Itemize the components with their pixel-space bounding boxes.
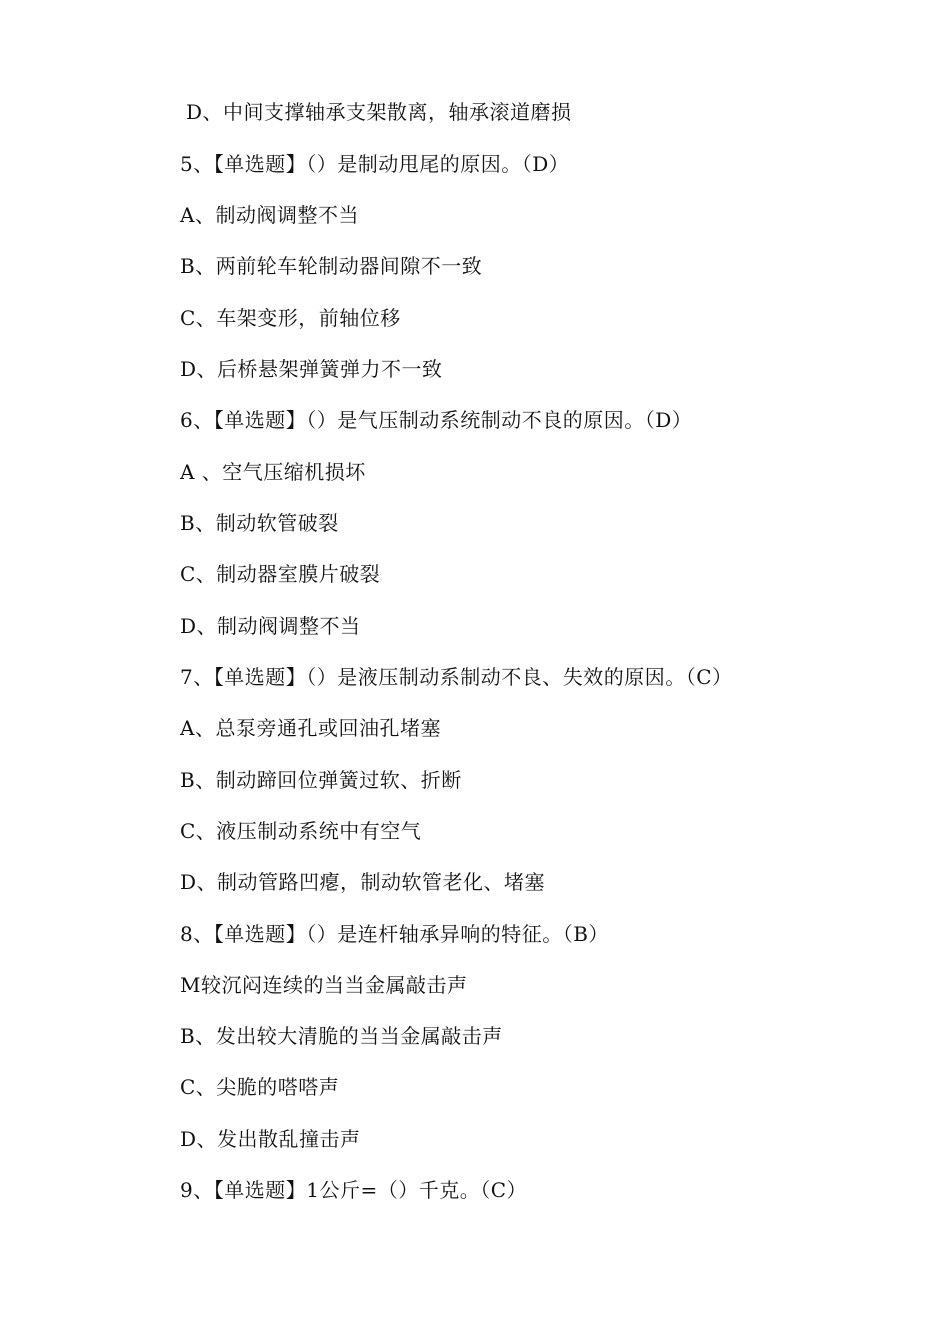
option-a-q6: A 、空气压缩机损坏 [180,460,366,484]
option-b-q7: B、制动蹄回位弹簧过软、折断 [180,768,462,792]
option-c-q8: C、尖脆的嗒嗒声 [180,1075,340,1099]
option-c-q6: C、制动器室膜片破裂 [180,562,381,586]
question-8: 8、【单选题】（）是连杆轴承异响的特征。（B） [180,922,609,946]
question-7: 7、【单选题】（）是液压制动系制动不良、失效的原因。（C） [180,665,733,689]
option-b-q8: B、发出较大清脆的当当金属敲击声 [180,1024,503,1048]
option-d-q5: D、后桥悬架弹簧弹力不一致 [180,357,443,381]
option-c-q5: C、车架变形，前轴位移 [180,306,401,330]
option-a-q8: M较沉闷连续的当当金属敲击声 [180,973,468,997]
option-c-q7: C、液压制动系统中有空气 [180,819,422,843]
option-d-q4: D、中间支撑轴承支架散离，轴承滚道磨损 [186,100,572,124]
option-b-q5: B、两前轮车轮制动器间隙不一致 [180,254,483,278]
question-6: 6、【单选题】（）是气压制动系统制动不良的原因。（D） [180,408,693,432]
question-9: 9、【单选题】1公斤=（）千克。（C） [180,1178,528,1202]
option-a-q5: A、制动阀调整不当 [180,203,359,227]
option-d-q7: D、制动管路凹瘪，制动软管老化、堵塞 [180,870,546,894]
option-a-q7: A、总泵旁通孔或回油孔堵塞 [180,716,441,740]
option-d-q8: D、发出散乱撞击声 [180,1127,361,1151]
option-b-q6: B、制动软管破裂 [180,511,339,535]
question-5: 5、【单选题】（）是制动甩尾的原因。（D） [180,152,570,176]
option-d-q6: D、制动阀调整不当 [180,614,361,638]
